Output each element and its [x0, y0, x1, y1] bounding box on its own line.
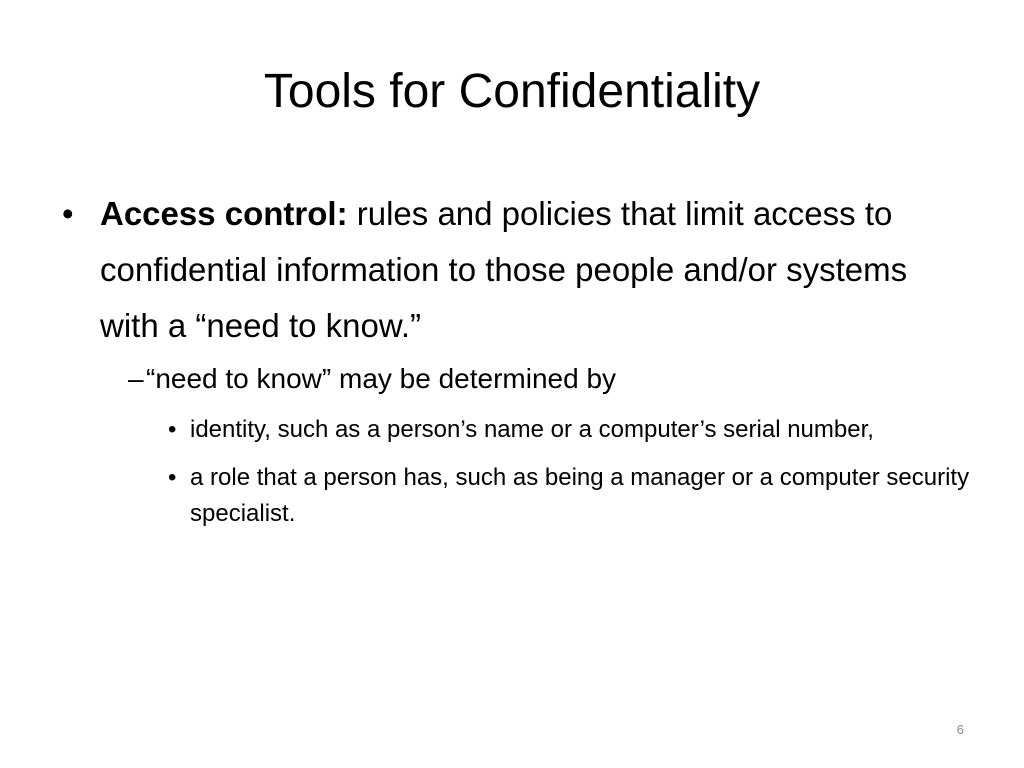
sub-sub-bullet-text: a role that a person has, such as being a manager or a computer security specialist. — [190, 464, 970, 527]
slide-body — [60, 186, 970, 544]
bullet-icon: • — [62, 195, 74, 232]
dash-icon: – — [128, 363, 144, 394]
bullet-term: Access control: — [100, 195, 348, 232]
slide-title: Tools for Confidentiality — [263, 65, 761, 118]
bullet-access-control — [60, 186, 970, 354]
sub-sub-bullet-text: identity, such as a person’s name or a computer’s serial number, — [190, 416, 874, 443]
page-number: 6 — [956, 722, 964, 737]
sub-sub-bullet-role — [168, 460, 970, 532]
sub-sub-bullet-identity — [168, 412, 970, 448]
sub-bullet-need-to-know — [128, 360, 970, 398]
bullet-icon: • — [168, 464, 177, 491]
sub-bullet-text: “need to know” may be determined by — [146, 363, 617, 394]
bullet-icon: • — [168, 416, 177, 443]
bullet-text: rules and policies that limit access to confidential information to those people and/or systems with a “need to know.” — [100, 195, 908, 344]
